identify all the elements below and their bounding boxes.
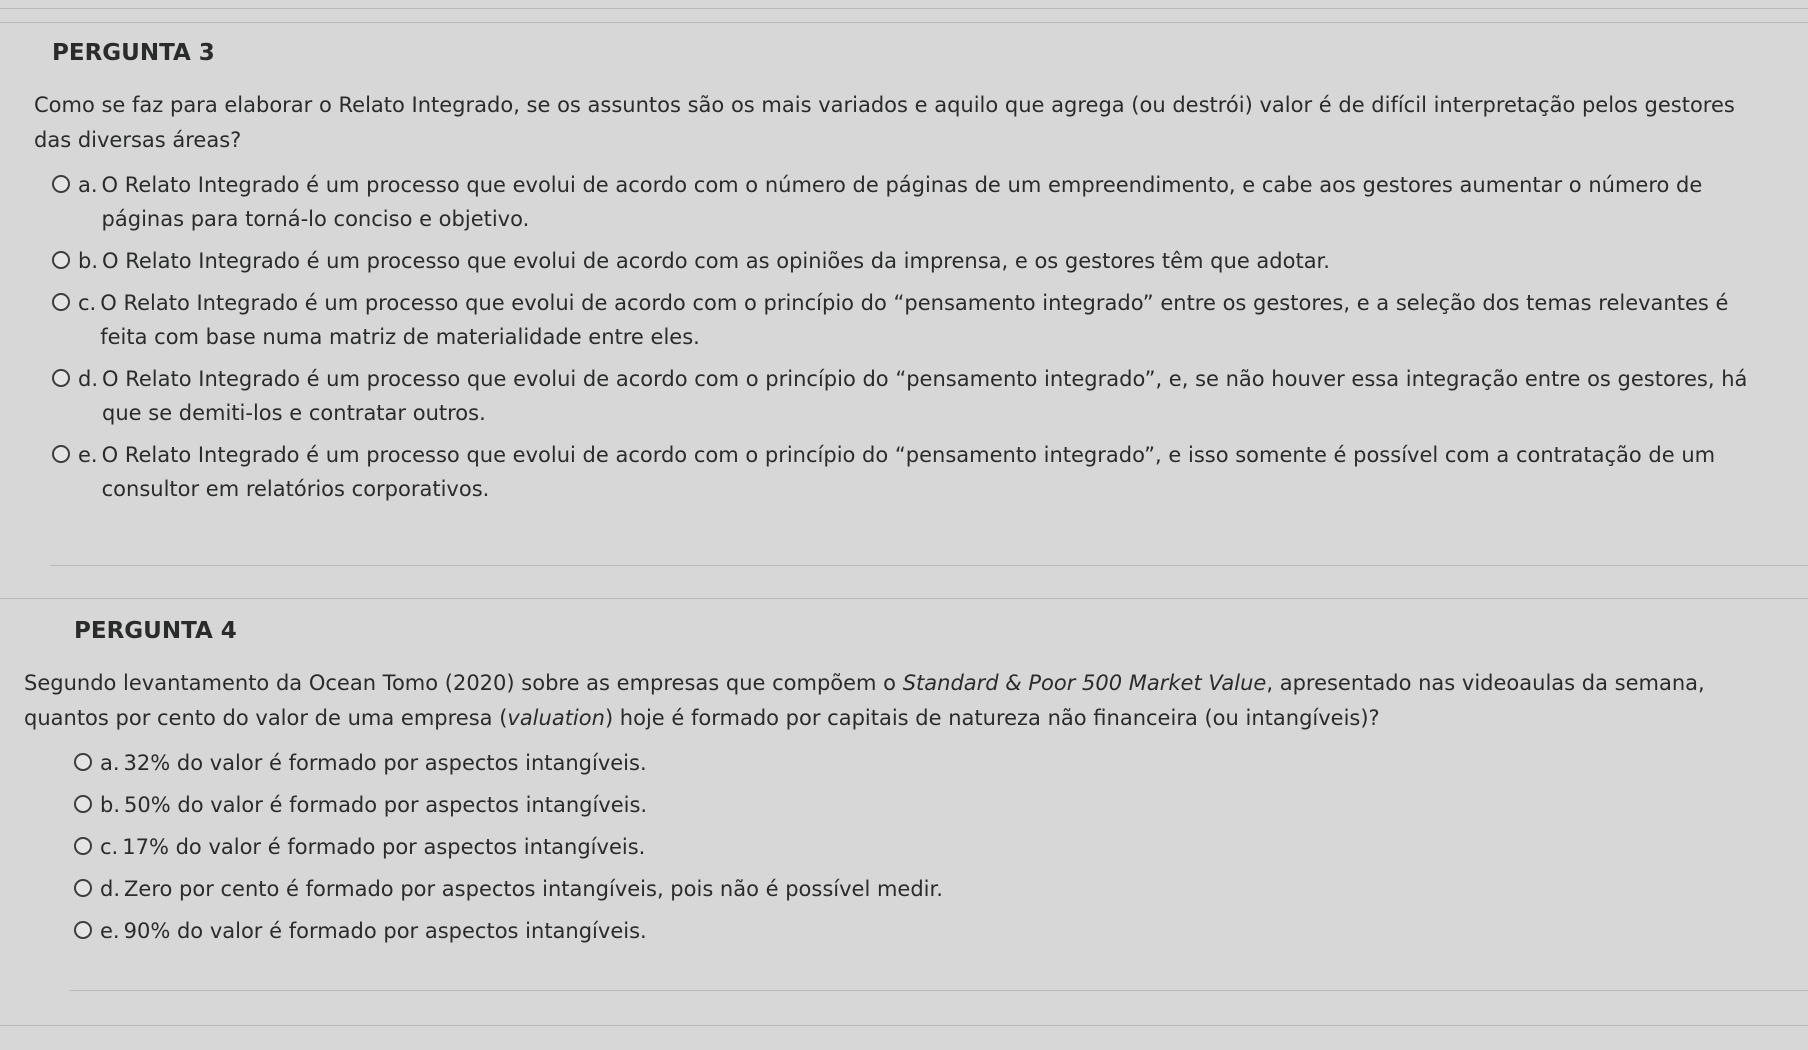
question-text-italic: Standard & Poor 500 Market Value — [902, 671, 1267, 695]
option-text: 32% do valor é formado por aspectos intangíveis. — [123, 751, 647, 775]
question-title: PERGUNTA 3 — [52, 40, 215, 66]
radio-button-icon[interactable] — [52, 369, 70, 387]
option-text: O Relato Integrado é um processo que evolui de acordo com as opiniões da imprensa, e os gestores têm que adotar. — [102, 249, 1330, 273]
answer-options — [74, 746, 1768, 948]
option-letter: c. — [100, 835, 119, 859]
option-letter: e. — [78, 443, 98, 467]
section-divider — [50, 565, 1808, 566]
question-text — [24, 666, 1768, 736]
question-text-italic: valuation — [507, 706, 605, 730]
option-text: 90% do valor é formado por aspectos intangíveis. — [123, 919, 647, 943]
radio-button-icon[interactable] — [74, 921, 92, 939]
option-text: O Relato Integrado é um processo que evolui de acordo com o princípio do “pensamento integrado”, e, se não houver essa integração entre os gestores, há que se demiti-los e contratar outros. — [102, 367, 1748, 425]
question-text-part: ) hoje é formado por capitais de natureza não financeira (ou intangíveis)? — [604, 706, 1380, 730]
option-letter: e. — [100, 919, 120, 943]
radio-button-icon[interactable] — [74, 837, 92, 855]
option-letter: a. — [100, 751, 120, 775]
option-text: 50% do valor é formado por aspectos intangíveis. — [124, 793, 648, 817]
radio-button-icon[interactable] — [52, 293, 70, 311]
option-e[interactable] — [52, 438, 1768, 506]
bottom-divider-2 — [0, 1025, 1808, 1026]
option-b[interactable] — [74, 788, 1768, 822]
bottom-divider — [70, 990, 1808, 991]
answer-options — [52, 168, 1768, 506]
radio-button-icon[interactable] — [74, 795, 92, 813]
section-divider-2 — [0, 598, 1808, 599]
option-a[interactable] — [52, 168, 1768, 236]
option-letter: b. — [78, 249, 99, 273]
option-c[interactable] — [52, 286, 1768, 354]
radio-button-icon[interactable] — [52, 445, 70, 463]
option-c[interactable] — [74, 830, 1768, 864]
question-title: PERGUNTA 4 — [74, 618, 237, 644]
option-e[interactable] — [74, 914, 1768, 948]
option-letter: a. — [78, 173, 98, 197]
option-text: 17% do valor é formado por aspectos intangíveis. — [122, 835, 646, 859]
option-text: O Relato Integrado é um processo que evolui de acordo com o número de páginas de um empreendimento, e cabe aos gestores aumentar o número de páginas para torná-lo conciso e objetivo. — [101, 173, 1703, 231]
option-text: Zero por cento é formado por aspectos intangíveis, pois não é possível medir. — [124, 877, 943, 901]
option-d[interactable] — [52, 362, 1768, 430]
option-b[interactable] — [52, 244, 1768, 278]
option-letter: d. — [100, 877, 121, 901]
option-letter: d. — [78, 367, 99, 391]
option-a[interactable] — [74, 746, 1768, 780]
question-4 — [0, 618, 1808, 956]
option-text: O Relato Integrado é um processo que evolui de acordo com o princípio do “pensamento integrado”, e isso somente é possível com a contratação de um consultor em relatórios corporativos. — [101, 443, 1716, 501]
top-divider — [0, 8, 1808, 9]
question-text-part: , apresentado nas videoaulas da semana, quantos por cento do valor de uma empresa ( — [24, 671, 1705, 730]
question-text: Como se faz para elaborar o Relato Integrado, se os assuntos são os mais variados e aquilo que agrega (ou destrói) valor é de difícil interpretação pelos gestores das diversas áreas? — [34, 93, 1735, 152]
question-text-part: Segundo levantamento da Ocean Tomo (2020) sobre as empresas que compõem o — [24, 671, 903, 695]
radio-button-icon[interactable] — [52, 175, 70, 193]
radio-button-icon[interactable] — [74, 753, 92, 771]
question-3 — [0, 40, 1808, 514]
top-divider-2 — [0, 22, 1808, 23]
radio-button-icon[interactable] — [74, 879, 92, 897]
option-text: O Relato Integrado é um processo que evolui de acordo com o princípio do “pensamento integrado” entre os gestores, e a seleção dos temas relevantes é feita com base numa matriz de materialidade entre eles. — [100, 291, 1729, 349]
radio-button-icon[interactable] — [52, 251, 70, 269]
option-letter: c. — [78, 291, 97, 315]
option-letter: b. — [100, 793, 121, 817]
option-d[interactable] — [74, 872, 1768, 906]
